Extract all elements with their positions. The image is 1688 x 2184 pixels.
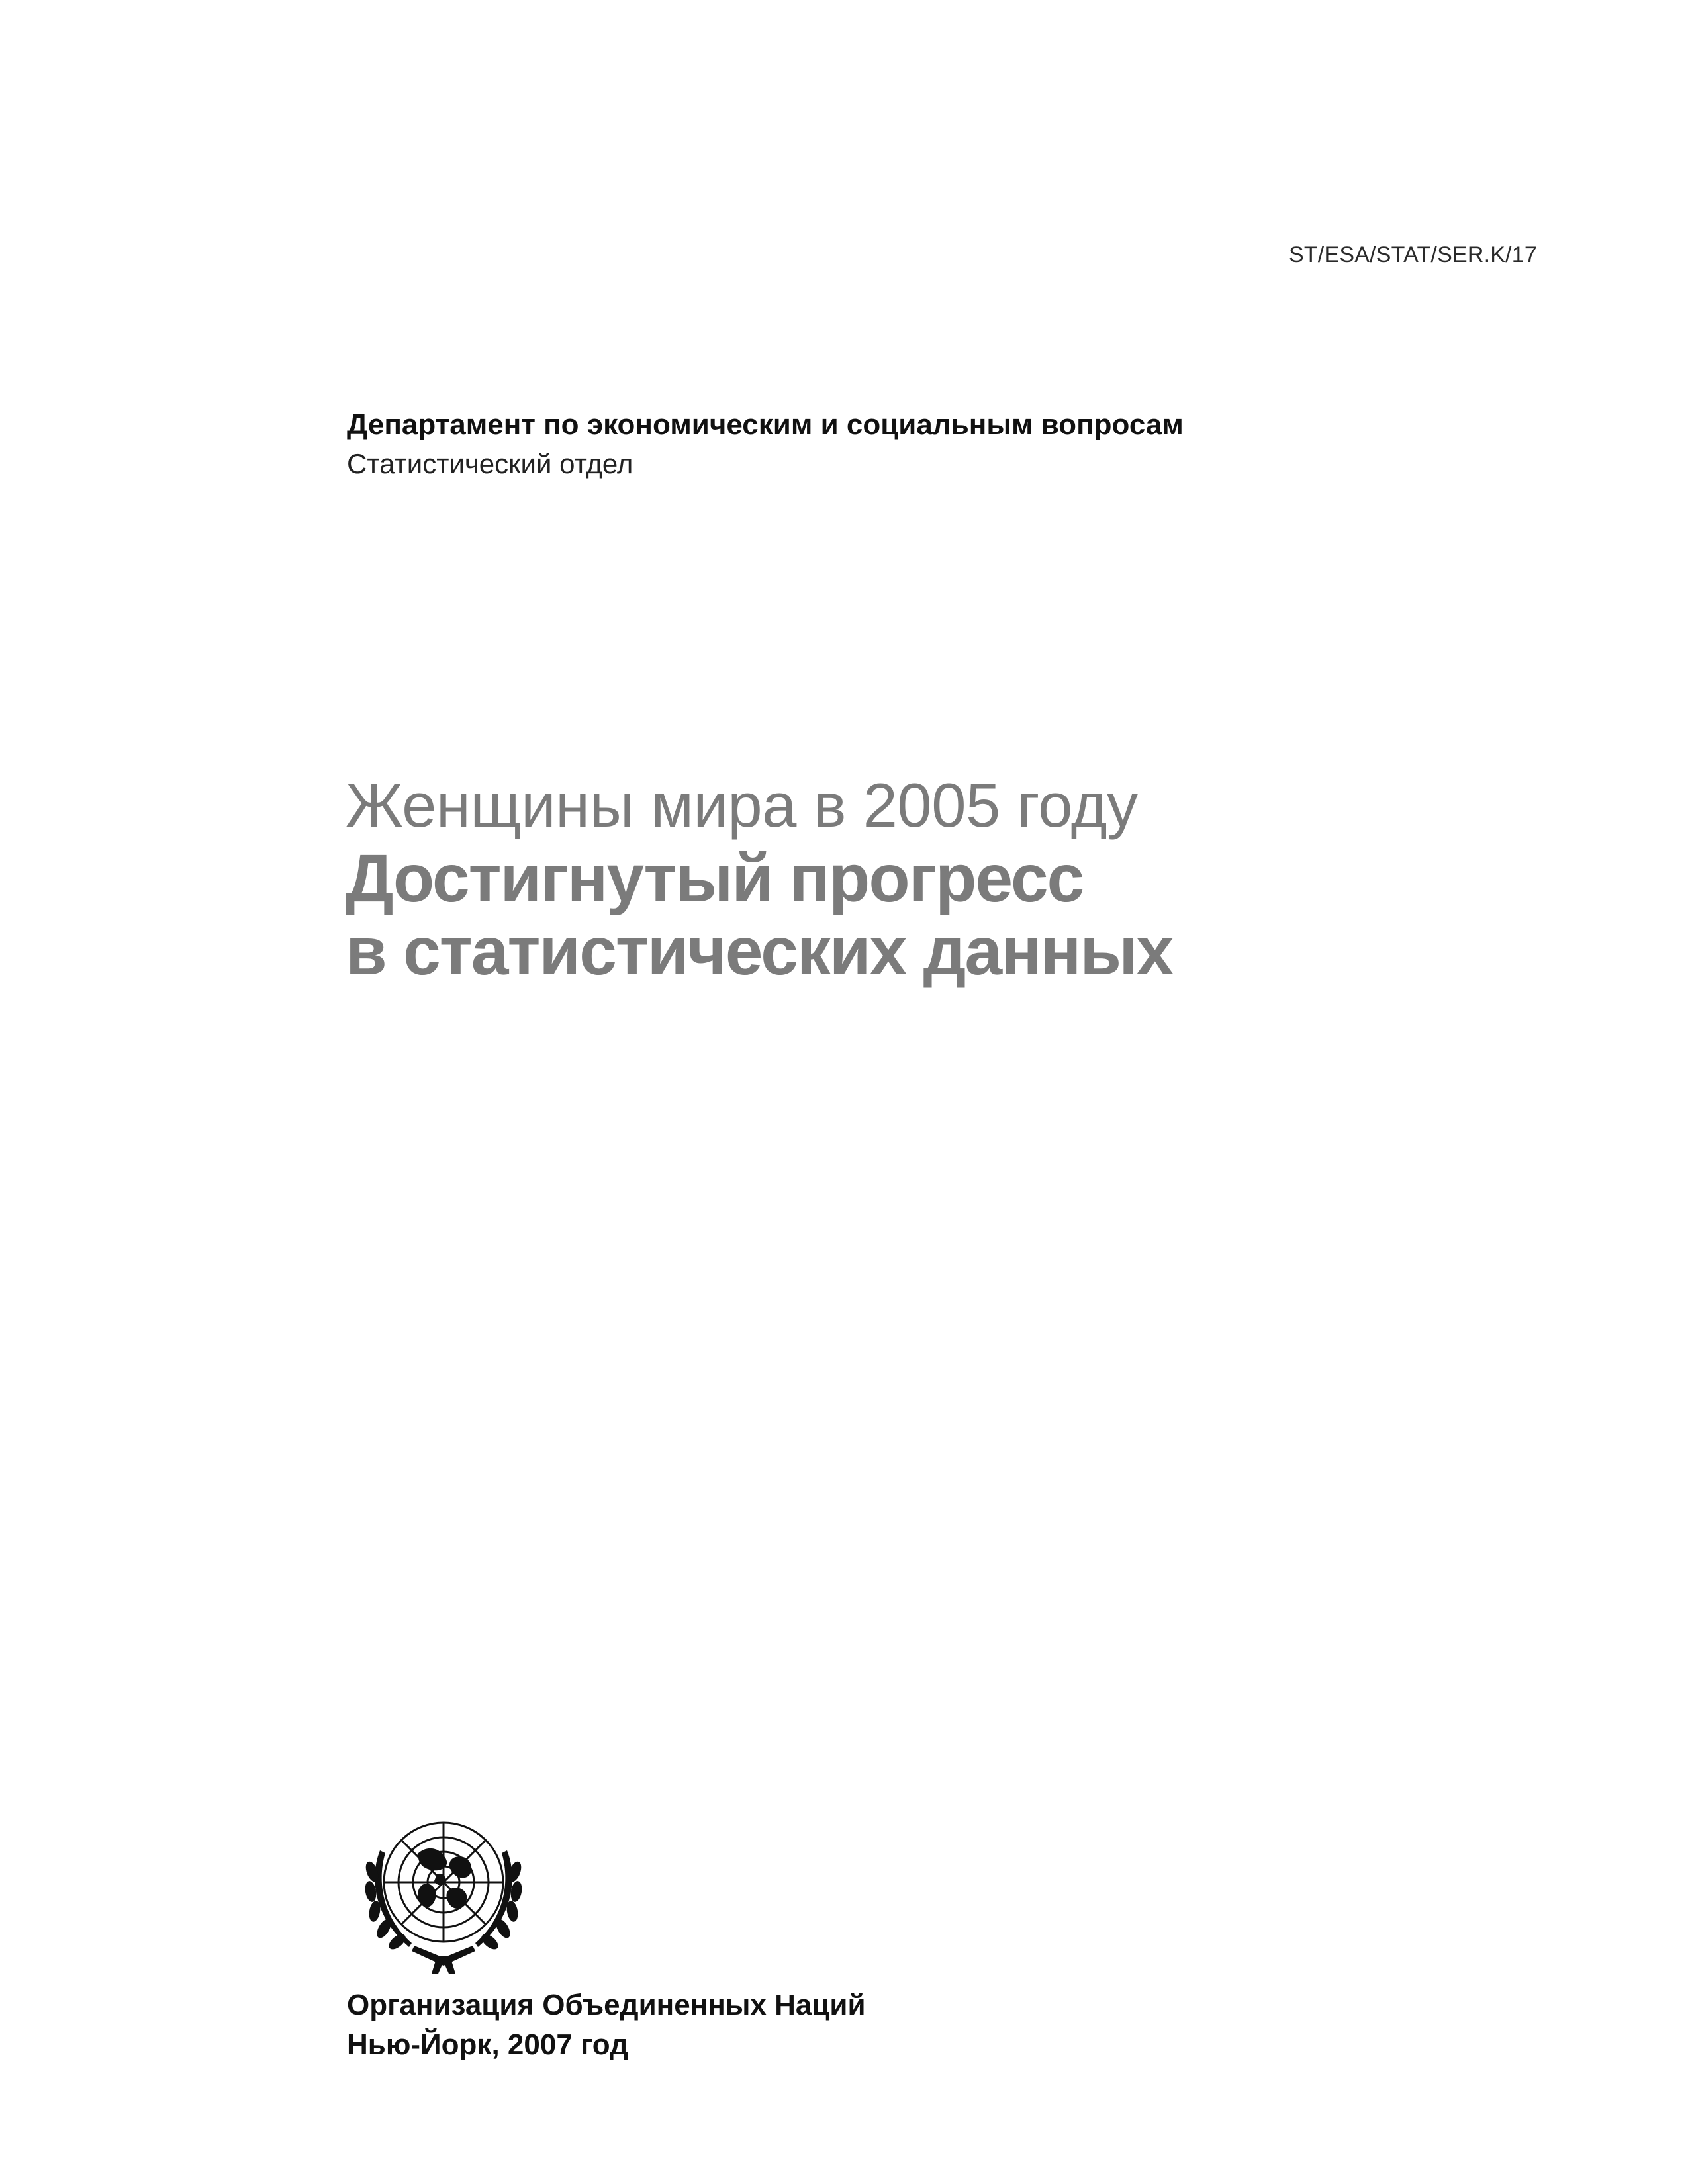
title-line-3: в статистических данных [346,913,1173,989]
title-line-1: Женщины мира в 2005 году [346,770,1138,840]
department-name: Департамент по экономическим и социальным вопросам [347,408,1184,441]
header-block [347,405,1472,483]
title-line-2: Достигнутый прогресс [346,841,1084,916]
publisher-place-year: Нью-Йорк, 2007 год [347,2028,628,2061]
un-emblem-icon [353,1811,534,1975]
document-symbol: ST/ESA/STAT/SER.K/17 [1289,242,1537,267]
publisher-organization: Организация Объединенных Наций [347,1989,866,2021]
division-name: Статистический отдел [347,448,633,479]
publisher-block [347,1985,1141,2065]
title-block [346,769,1537,987]
